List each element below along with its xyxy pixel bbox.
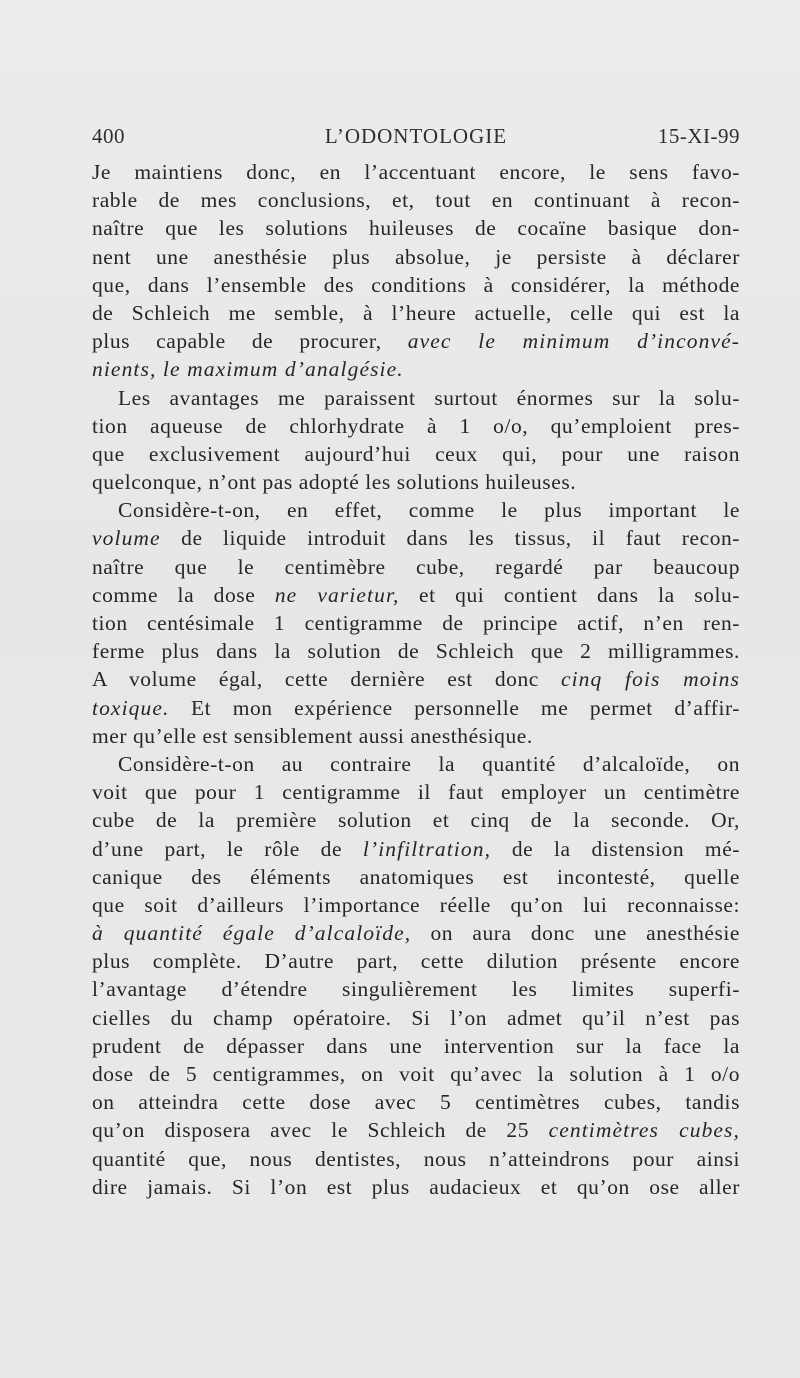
text-segment: Je maintiens donc, en l’accentuant encore, le sens favo- [92,160,740,184]
text-line [92,694,740,722]
text-segment: que exclusivement aujourd’hui ceux qui, pour une raison [92,441,740,466]
text-segment: rable de mes conclusions, et, tout en continuant à recon- [92,188,740,213]
text-line [92,637,740,665]
text-segment: cube de la première solution et cinq de la seconde. Or, [92,808,740,833]
text-segment: Considère-t-on au contraire la quantité d’alcaloïde, on [118,751,740,776]
text-segment: on atteindra cette dose avec 5 centimètres cubes, tandis [92,1090,740,1115]
text-segment: de Schleich me semble, à l’heure actuelle, celle qui est la [92,300,740,325]
text-segment: que, dans l’ensemble des conditions à considérer, la méthode [92,272,740,297]
text-line [92,524,740,552]
text-segment: Et mon expérience personnelle me permet d’affir- [169,695,740,720]
text-line [92,355,740,383]
text-segment: mer qu’elle est sensiblement aussi anesthésique. [92,723,533,748]
italic-text: cinq fois moins [560,667,740,692]
text-segment: nent une anesthésie plus absolue, je persiste à déclarer [92,244,740,269]
text-line [92,1145,740,1173]
text-segment: de la distension mé- [491,836,740,861]
text-segment: d’une part, le rôle de [92,836,363,861]
text-segment: l’avantage d’étendre singulièrement les limites superfi- [92,977,740,1002]
text-segment: quantité que, nous dentistes, nous n’atteindrons pour ainsi [92,1146,740,1171]
text-segment: que soit d’ailleurs l’importance réelle qu’on lui reconnaisse: [92,892,740,917]
text-line [92,806,740,834]
text-line [92,665,740,693]
text-segment: plus complète. D’autre part, cette dilution présente encore [92,949,740,974]
text-line [92,722,740,750]
text-line [92,891,740,919]
text-line [92,1116,740,1144]
text-segment: cielles du champ opératoire. Si l’on admet qu’il n’est pas [92,1005,740,1030]
text-segment: naître que le centimèbre cube, regardé par beaucoup [92,554,740,579]
text-segment: naître que les solutions huileuses de cocaïne basique don- [92,216,740,241]
text-line [92,1088,740,1116]
text-segment: quelconque, n’ont pas adopté les solutions huileuses. [92,470,577,495]
text-segment: plus capable de procurer, [92,329,408,354]
text-line [92,440,740,468]
text-line [92,975,740,1003]
italic-text: centimètres cubes, [548,1118,740,1143]
text-line [92,299,740,327]
text-segment: dose de 5 centigrammes, on voit qu’avec la solution à 1 o/o [92,1062,740,1086]
text-line [92,553,740,581]
italic-text: ne varietur, [274,582,400,607]
text-line [92,863,740,891]
italic-text: nients, le maximum d’analgésie. [92,357,404,382]
text-segment: Considère-t-on, en effet, comme le plus important le [118,498,740,523]
text-segment: A volume égal, cette dernière est donc [92,667,561,692]
text-line [92,327,740,355]
text-line [92,581,740,609]
text-segment: et qui contient dans la solu- [399,582,740,607]
text-line [92,186,740,214]
italic-text: avec le minimum d’inconvé- [407,329,740,354]
text-segment: tion centésimale 1 centigramme de principe actif, n’en ren- [92,611,740,635]
text-segment: de liquide introduit dans les tissus, il faut recon- [160,526,740,551]
italic-text: toxique. [92,695,170,720]
text-segment: ferme plus dans la solution de Schleich que 2 milligrammes. [92,639,740,664]
text-line [92,412,740,440]
text-line [92,919,740,947]
italic-text: l’infiltration, [362,836,492,861]
text-line [92,1173,740,1201]
text-line [92,750,740,778]
text-line [92,778,740,806]
text-line [92,158,740,186]
text-line [92,496,740,524]
text-segment: qu’on disposera avec le Schleich de 25 [92,1118,549,1143]
text-segment: dire jamais. Si l’on est plus audacieux et qu’on ose aller [92,1174,740,1199]
text-line [92,1004,740,1032]
text-line [92,1060,740,1088]
italic-text: à quantité égale d’alcaloïde, [92,921,412,946]
text-line [92,609,740,637]
text-line [92,947,740,975]
text-segment: voit que pour 1 centigramme il faut employer un centimètre [92,780,740,805]
text-segment: comme la dose [92,582,275,607]
body-text [92,158,740,1201]
text-line [92,1032,740,1060]
text-line [92,384,740,412]
running-title: L’ODONTOLOGIE [324,124,508,148]
text-line [92,214,740,242]
text-line [92,243,740,271]
text-line [92,468,740,496]
text-line [92,271,740,299]
text-segment: Les avantages me paraissent surtout énormes sur la solu- [118,385,740,410]
text-segment: tion aqueuse de chlorhydrate à 1 o/o, qu’emploient pres- [92,413,740,438]
text-segment: canique des éléments anatomiques est incontesté, quelle [92,864,740,889]
page-number: 400 [92,124,125,148]
text-segment: prudent de dépasser dans une intervention sur la face la [92,1033,740,1058]
text-segment: on aura donc une anesthésie [411,921,740,946]
text-line [92,835,740,863]
issue-date: 15-XI-99 [657,124,740,148]
page-header [92,124,740,154]
italic-text: volume [92,526,161,551]
